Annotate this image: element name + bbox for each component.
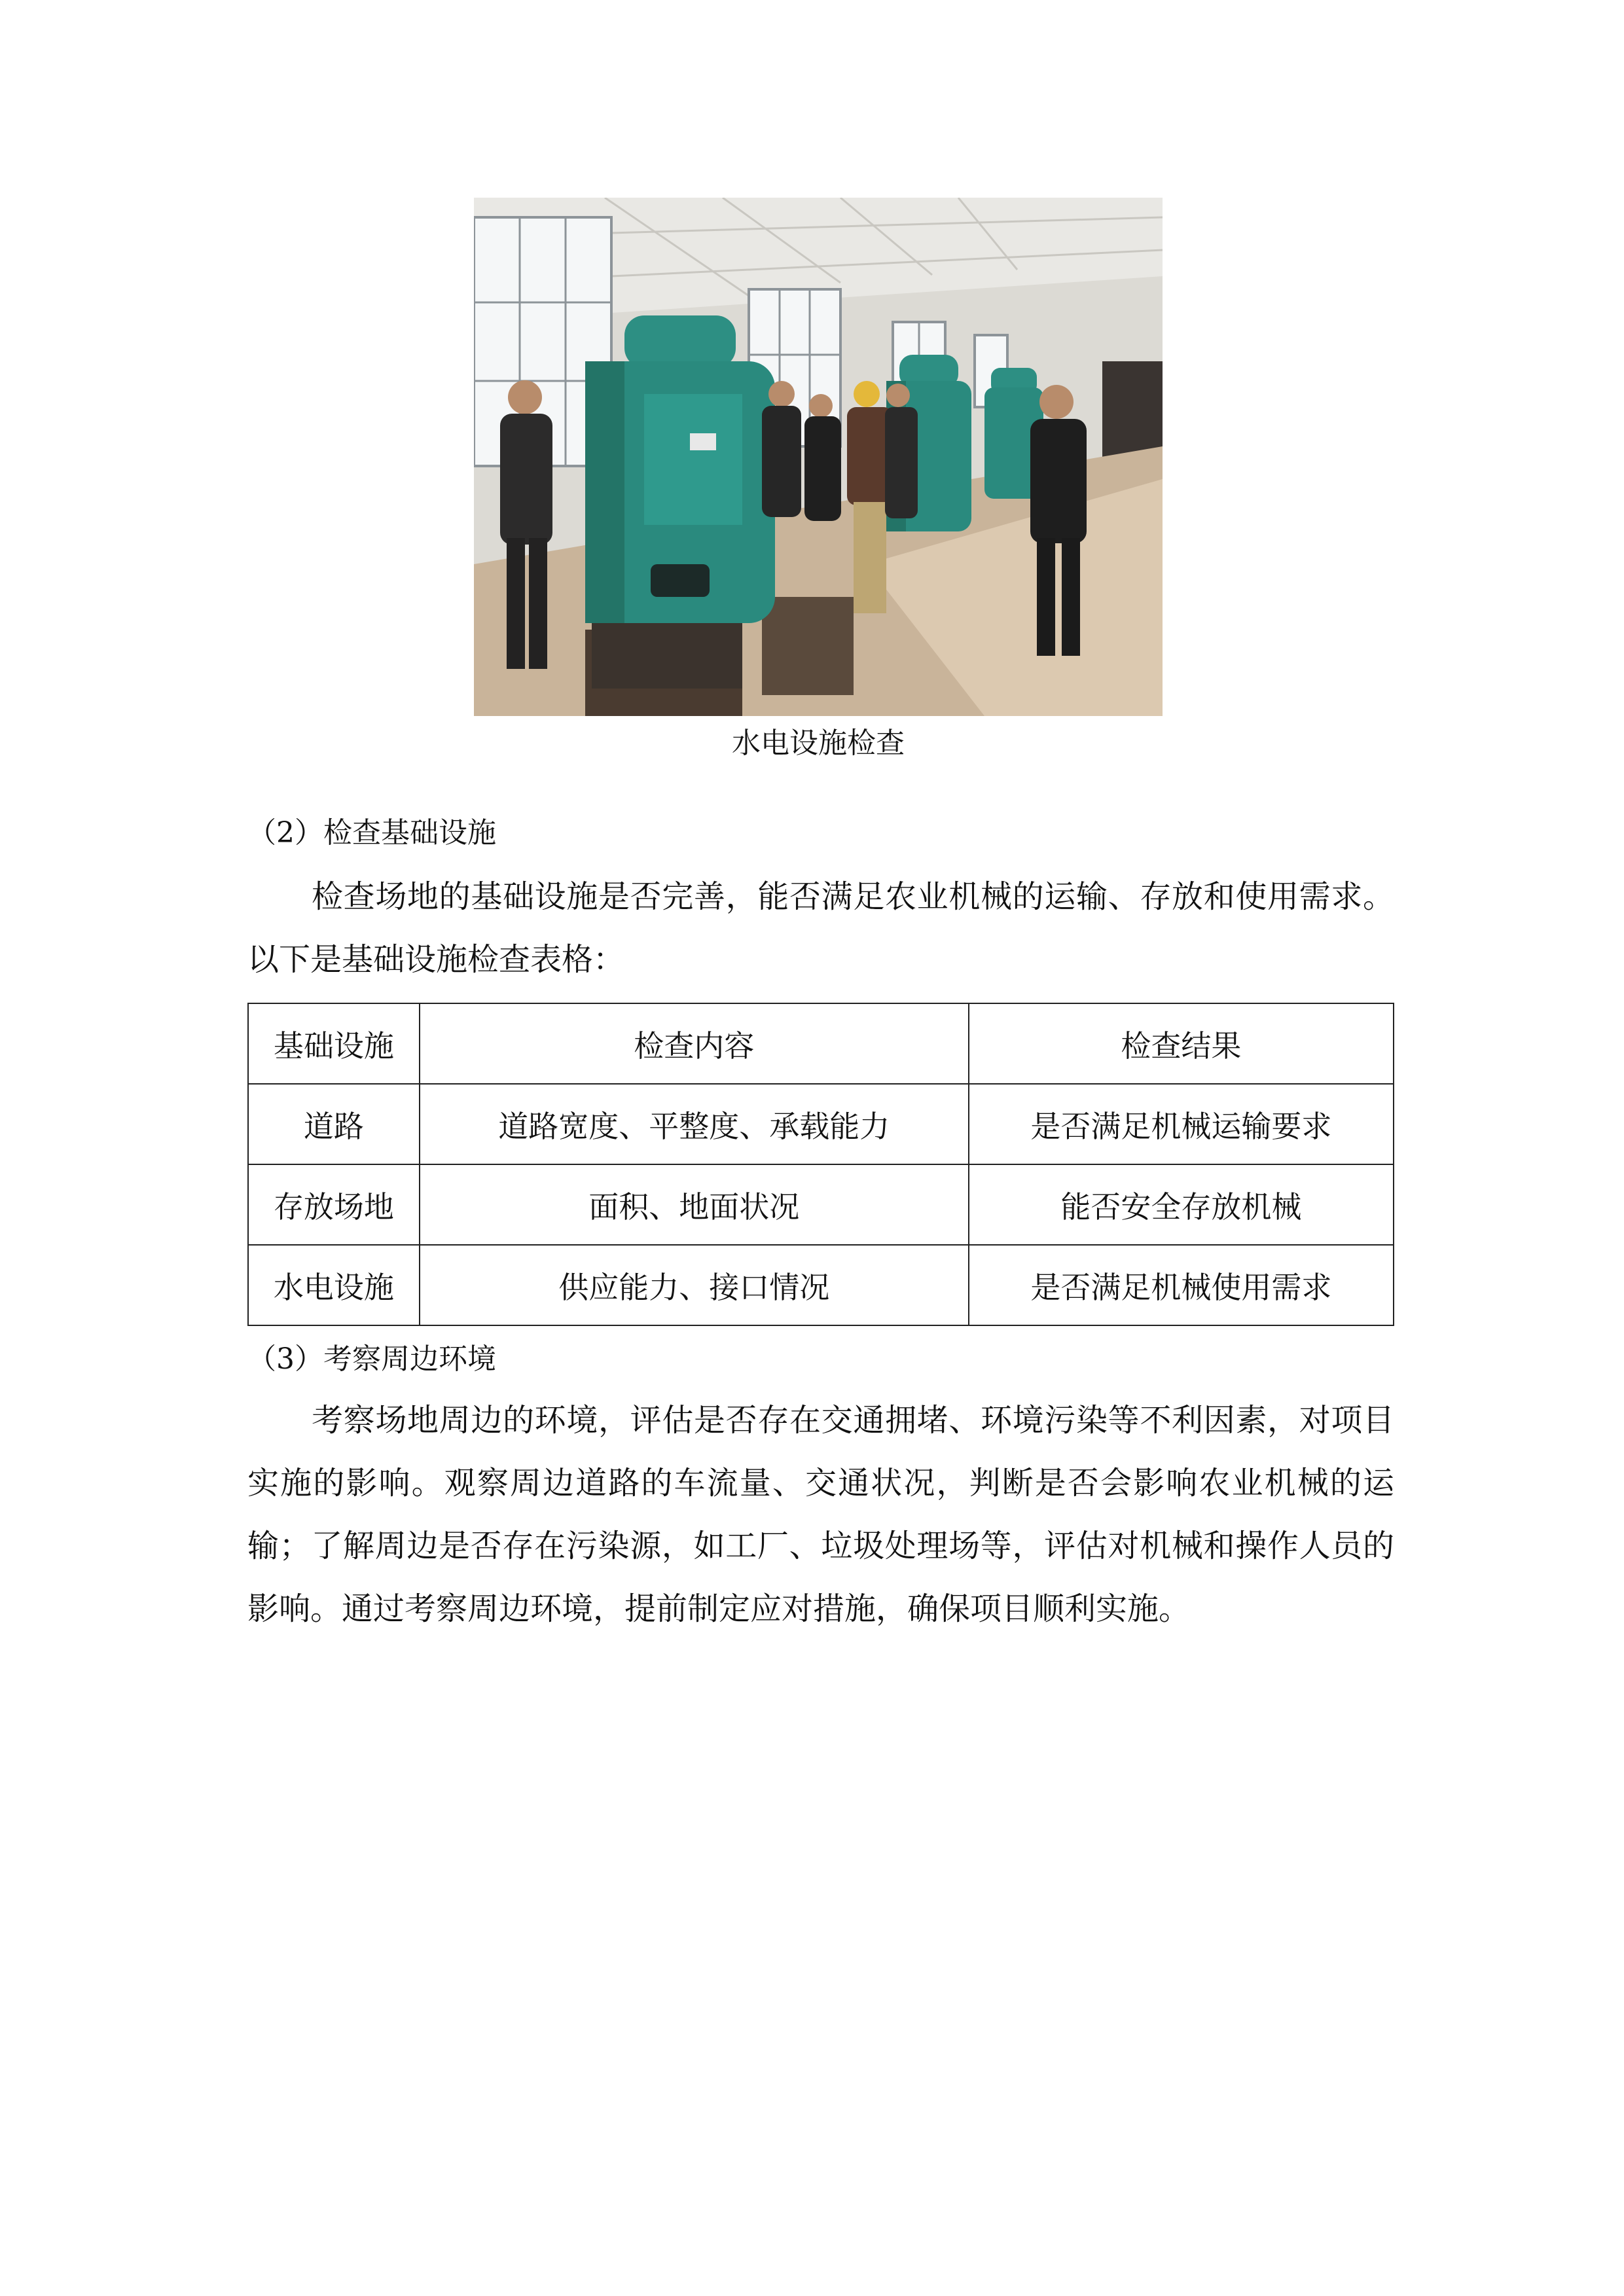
table-cell: 是否满足机械使用需求 <box>969 1245 1394 1325</box>
table-cell: 能否安全存放机械 <box>969 1164 1394 1245</box>
table-cell: 道路宽度、平整度、承载能力 <box>420 1084 969 1164</box>
table-cell: 水电设施 <box>248 1245 420 1325</box>
table-row <box>248 1245 1394 1325</box>
table-row <box>248 1164 1394 1245</box>
section-2-paragraph: 检查场地的基础设施是否完善，能否满足农业机械的运输、存放和使用需求。以下是基础设施检查表格： <box>247 878 1394 978</box>
table-header-cell: 检查内容 <box>420 1003 969 1084</box>
section-2-heading: （2）检查基础设施 <box>247 816 496 850</box>
table-header-cell: 检查结果 <box>969 1003 1394 1084</box>
table-cell: 供应能力、接口情况 <box>420 1245 969 1325</box>
section-3-heading: （3）考察周边环境 <box>247 1342 496 1376</box>
table-row <box>248 1084 1394 1164</box>
section-3-paragraph: 考察场地周边的环境，评估是否存在交通拥堵、环境污染等不利因素，对项目实施的影响。观察周边道路的车流量、交通状况，判断是否会影响农业机械的运输；了解周边是否存在污染源，如工厂、垃圾处理场等，评估对机械和操作人员的影响。通过考察周边环境，提前制定应对措施，确保项目顺利实施。 <box>247 1402 1394 1627</box>
table-cell: 道路 <box>248 1084 420 1164</box>
table-cell: 存放场地 <box>248 1164 420 1245</box>
infrastructure-check-table <box>247 1003 1394 1326</box>
table-header-row <box>248 1003 1394 1084</box>
table-header-cell: 基础设施 <box>248 1003 420 1084</box>
table-cell: 面积、地面状况 <box>420 1164 969 1245</box>
figure-caption: 水电设施检查 <box>732 726 905 760</box>
pump-room-illustration <box>474 198 1163 716</box>
table-cell: 是否满足机械运输要求 <box>969 1084 1394 1164</box>
facility-photo <box>474 198 1163 716</box>
